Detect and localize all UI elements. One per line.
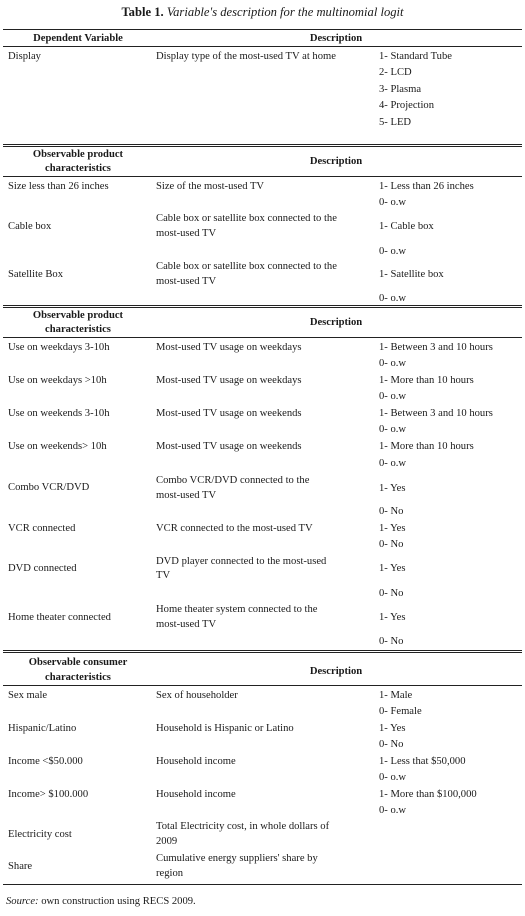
header-observable-product-line1: Observable product [32,310,124,321]
table-rule [3,652,522,653]
row-description: Most-used TV usage on weekdays [156,342,302,353]
header-description: Description [309,666,363,677]
row-value: 0- No [379,636,404,647]
source-text: own construction using RECS 2009. [38,896,196,907]
row-value: 1- Between 3 and 10 hours [379,408,493,419]
row-variable: Use on weekends> 10h [8,441,107,452]
row-description: Size of the most-used TV [156,181,265,192]
row-description: region [156,868,184,879]
row-value: 1- Satellite box [379,269,444,280]
row-value: 4- Projection [379,100,435,111]
row-value: 0- o.w [379,358,407,369]
row-value: 0- No [379,739,404,750]
row-value: 0- No [379,588,404,599]
row-description: Home theater system connected to the [156,604,318,615]
row-variable: Income <$50.000 [8,756,83,767]
row-variable: Income> $100.000 [8,789,89,800]
table-rule [3,685,522,686]
row-value: 1- Between 3 and 10 hours [379,342,493,353]
row-value: 0- Female [379,706,422,717]
row-value: 0- o.w [379,458,407,469]
row-description: Cable box or satellite box connected to the [156,261,337,272]
row-variable: Cable box [8,221,52,232]
table-rule [3,176,522,177]
table-caption [0,4,525,20]
row-variable: Size less than 26 inches [8,181,109,192]
row-description: Household income [156,789,236,800]
row-description: TV [156,570,171,581]
row-variable: Combo VCR/DVD [8,482,90,493]
row-description: most-used TV [156,228,217,239]
table-rule [3,146,522,147]
row-value: 0- o.w [379,772,407,783]
table-rule [3,650,522,651]
row-value: 1- Yes [379,612,406,623]
table-rule [3,305,522,306]
row-value: 1- Less that $50,000 [379,756,466,767]
row-description: Most-used TV usage on weekends [156,408,302,419]
row-variable: Share [8,861,33,872]
header-observable-consumer-line1: Observable consumer [28,657,128,668]
row-value: 1- Yes [379,523,406,534]
row-variable: Use on weekdays 3-10h [8,342,110,353]
row-description: Household is Hispanic or Latino [156,723,294,734]
row-value: 1- More than $100,000 [379,789,477,800]
table-title: Variable's description for the multinomial logit [166,5,404,19]
header-description: Description [309,33,363,44]
row-description: most-used TV [156,276,217,287]
row-value: 0- o.w [379,197,407,208]
row-variable: Home theater connected [8,612,111,623]
table-rule [3,46,522,47]
row-description: Cable box or satellite box connected to the [156,213,337,224]
row-variable: Sex male [8,690,48,701]
row-variable: VCR connected [8,523,76,534]
table-rule-bottom [3,884,522,885]
row-value: 1- Yes [379,483,406,494]
row-description: Most-used TV usage on weekends [156,441,302,452]
row-value: 1- More than 10 hours [379,375,474,386]
row-description: Display type of the most-used TV at home [156,51,336,62]
row-value: 1- Male [379,690,413,701]
row-value: 0- No [379,539,404,550]
row-description: 2009 [156,836,178,847]
row-value: 2- LCD [379,67,412,78]
source-label: Source: [6,896,39,907]
table-rule [3,337,522,338]
header-observable-product-line1: Observable product [32,149,124,160]
row-variable: Display [8,51,41,62]
header-observable-product-line2: characteristics [45,324,111,335]
header-description: Description [309,317,363,328]
row-variable: DVD connected [8,563,77,574]
row-value: 1- Cable box [379,221,434,232]
row-value: 0- o.w [379,805,407,816]
row-description: most-used TV [156,619,217,630]
row-description: Most-used TV usage on weekdays [156,375,302,386]
row-value: 1- Less than 26 inches [379,181,474,192]
table-label: Table 1. [121,5,164,19]
row-value: 3- Plasma [379,84,422,95]
row-description: Total Electricity cost, in whole dollars of [156,821,330,832]
table-rule-top [3,29,522,30]
table-rule [3,144,522,145]
row-value: 1- Yes [379,563,406,574]
row-description: Household income [156,756,236,767]
row-value: 1- Standard Tube [379,51,452,62]
row-variable: Satellite Box [8,269,64,280]
row-value: 0- o.w [379,246,407,257]
row-value: 0- o.w [379,391,407,402]
header-dependent-variable: Dependent Variable [33,33,123,44]
table-rule [3,307,522,308]
row-variable: Electricity cost [8,829,72,840]
row-description: VCR connected to the most-used TV [156,523,313,534]
row-description: Sex of householder [156,690,238,701]
row-value: 0- o.w [379,424,407,435]
row-value: 1- More than 10 hours [379,441,474,452]
row-description: Combo VCR/DVD connected to the [156,475,310,486]
row-description: DVD player connected to the most-used [156,556,327,567]
header-observable-consumer-line2: characteristics [45,672,111,683]
row-description: Cumulative energy suppliers' share by [156,853,318,864]
row-variable: Use on weekends 3-10h [8,408,110,419]
row-description: most-used TV [156,490,217,501]
row-variable: Use on weekdays >10h [8,375,107,386]
row-variable: Hispanic/Latino [8,723,77,734]
row-value: 5- LED [379,117,412,128]
row-value: 0- No [379,506,404,517]
source-note [6,895,196,909]
row-value: 1- Yes [379,723,406,734]
row-value: 0- o.w [379,293,407,304]
header-description: Description [309,156,363,167]
header-observable-product-line2: characteristics [45,163,111,174]
